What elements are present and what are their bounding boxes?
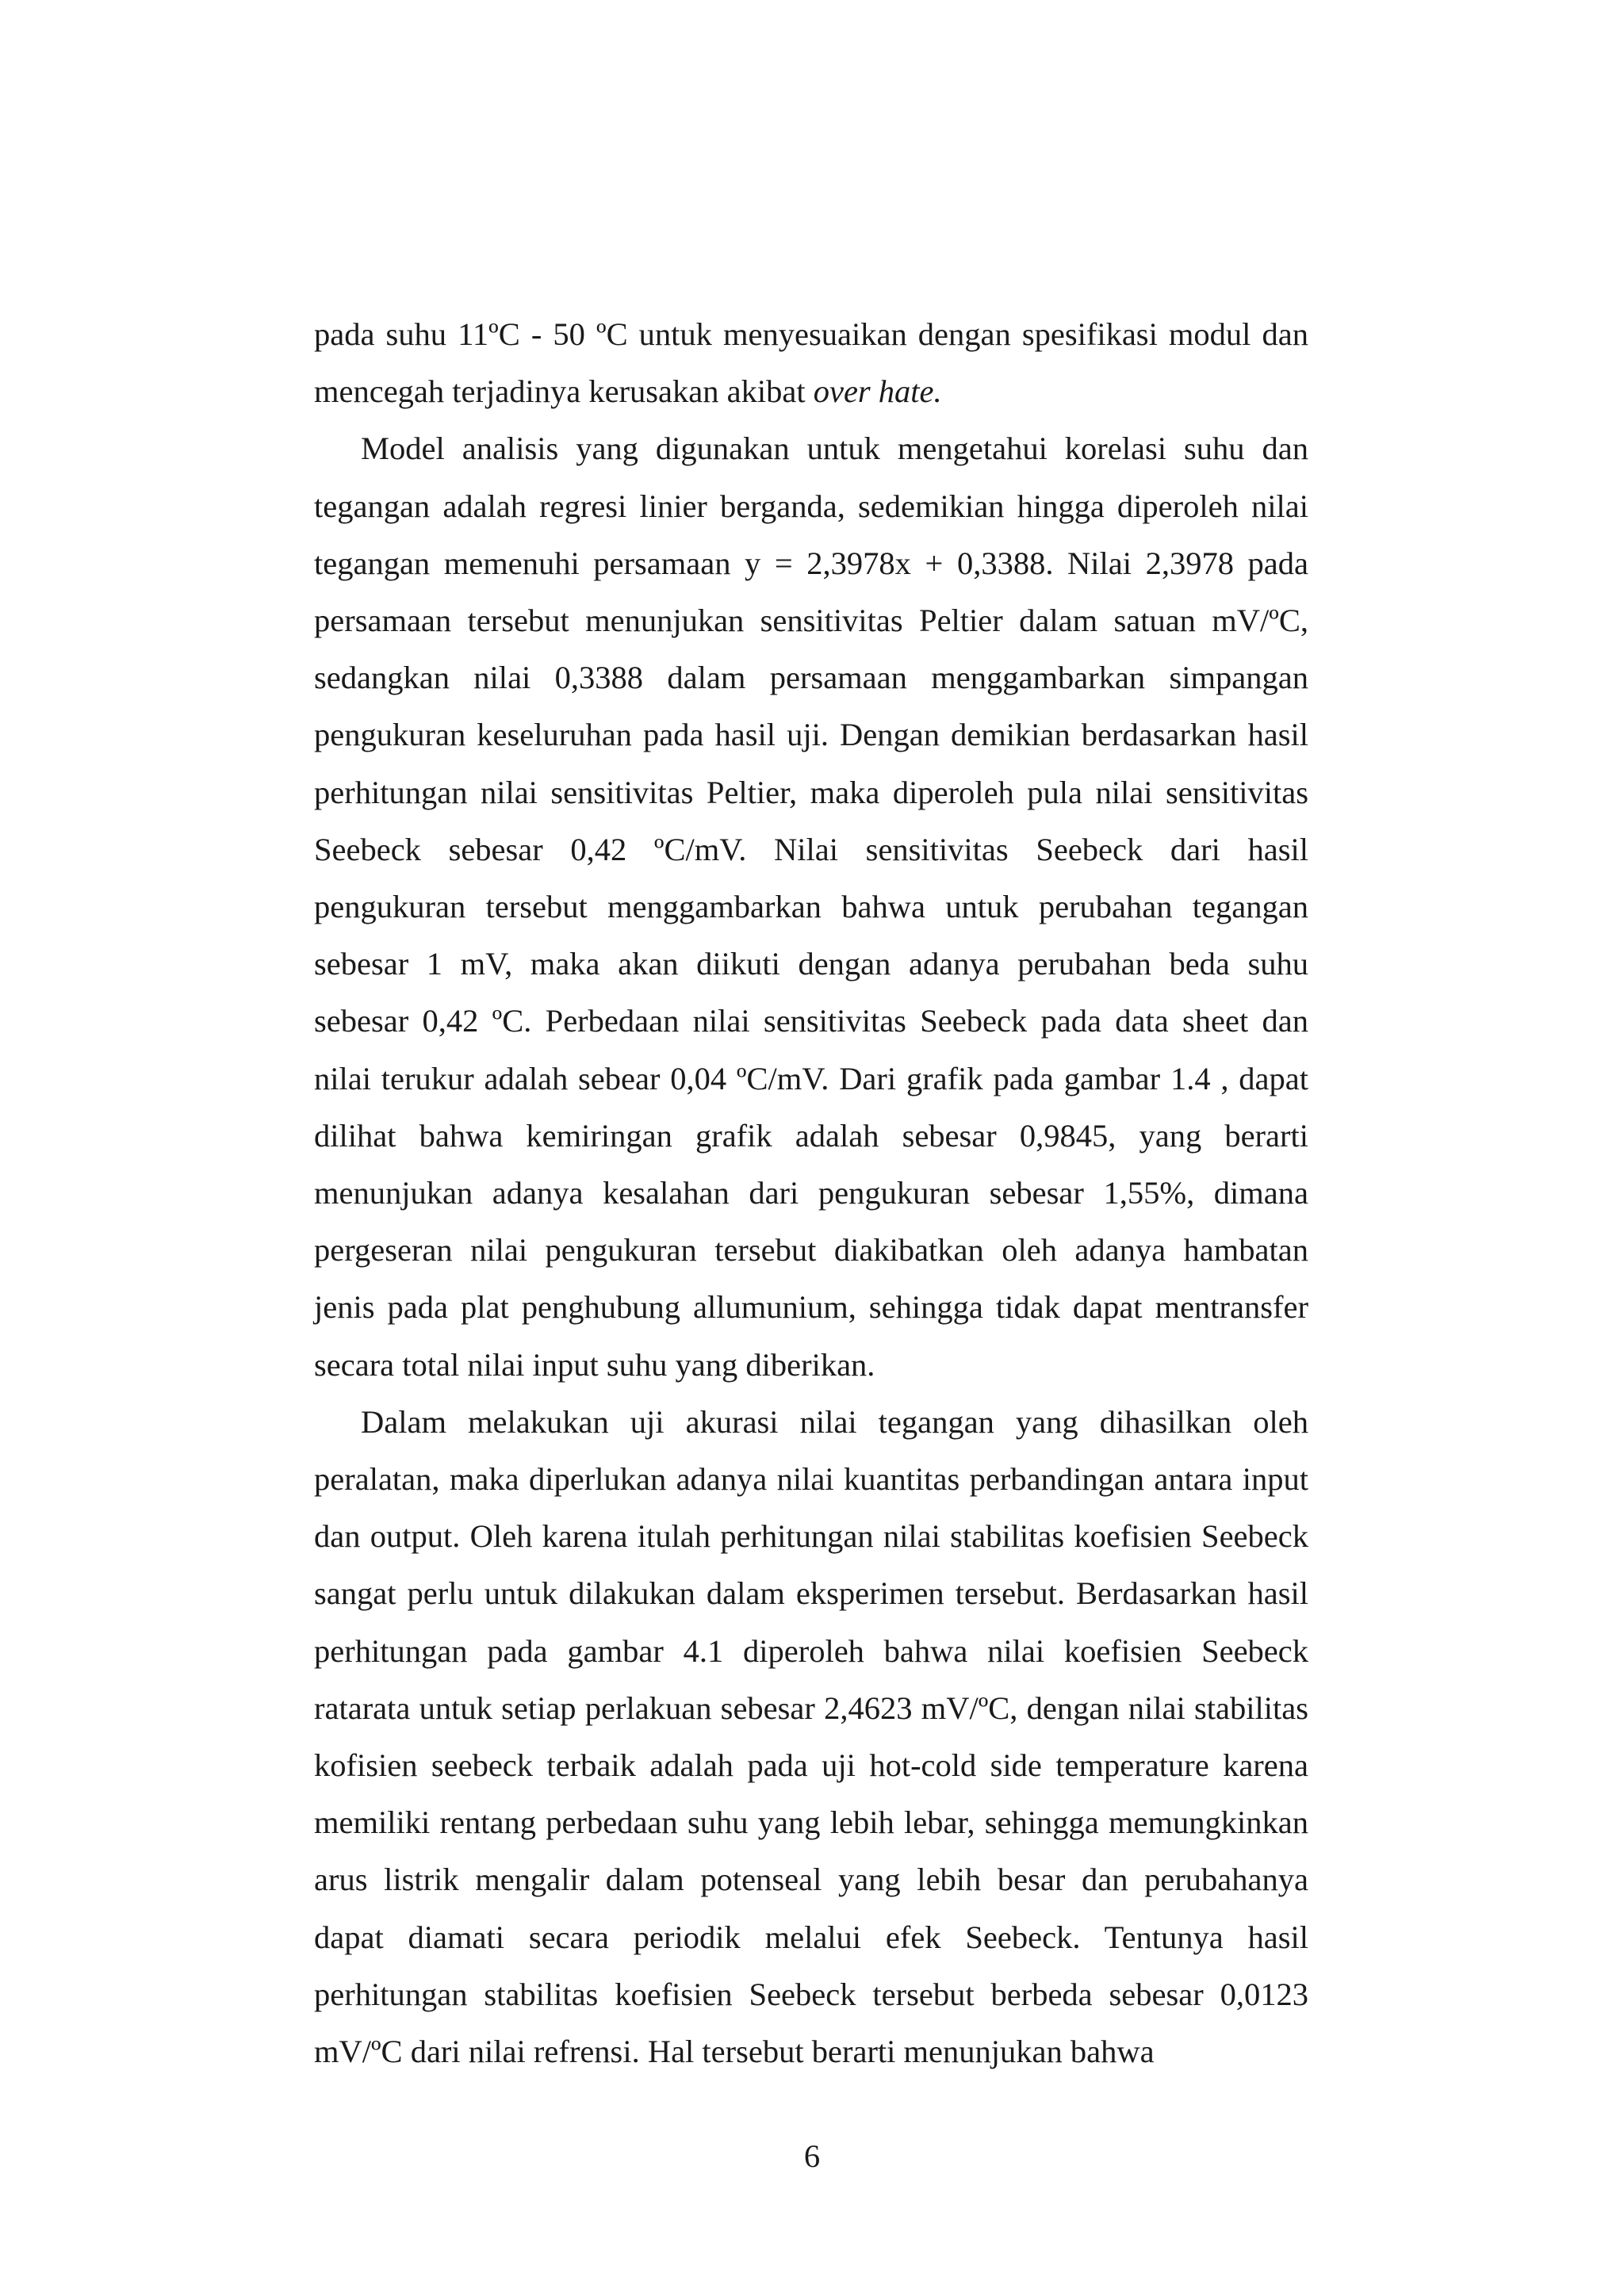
paragraph-1-text: pada suhu 11ºC - 50 ºC untuk menyesuaikan dengan spesifikasi modul dan mencegah terjadinya kerusakan akibat xyxy=(314,316,1308,410)
paragraph-2: Model analisis yang digunakan untuk mengetahui korelasi suhu dan tegangan adalah regresi linier berganda, sedemikian hingga diperoleh nilai tegangan memenuhi persamaan y = 2,3978x + 0,3388. Nilai 2,3978 pada persamaan tersebut menunjukan sensitivitas Peltier dalam satuan mV/ºC, sedangkan nilai 0,3388 dalam persamaan menggambarkan simpangan pengukuran keseluruhan pada hasil uji. Dengan demikian berdasarkan hasil perhitungan nilai sensitivitas Peltier, maka diperoleh pula nilai sensitivitas Seebeck sebesar 0,42 ºC/mV. Nilai sensitivitas Seebeck dari hasil pengukuran tersebut menggambarkan bahwa untuk perubahan tegangan sebesar 1 mV, maka akan diikuti dengan adanya perubahan beda suhu sebesar 0,42 ºC. Perbedaan nilai sensitivitas Seebeck pada data sheet dan nilai terukur adalah sebear 0,04 ºC/mV. Dari grafik pada gambar 1.4 , dapat dilihat bahwa kemiringan grafik adalah sebesar 0,9845, yang berarti menunjukan adanya kesalahan dari pengukuran sebesar 1,55%, dimana pergeseran nilai pengukuran tersebut diakibatkan oleh adanya hambatan jenis pada plat penghubung allumunium, sehingga tidak dapat mentransfer secara total nilai input suhu yang diberikan. xyxy=(314,430,1308,1383)
page-number: 6 xyxy=(803,2138,821,2174)
italic-term: over hate. xyxy=(813,373,942,410)
body-text xyxy=(314,306,1308,2080)
paragraph-continuation xyxy=(314,306,1308,420)
paragraph-3: Dalam melakukan uji akurasi nilai tegangan yang dihasilkan oleh peralatan, maka diperlukan adanya nilai kuantitas perbandingan antara input dan output. Oleh karena itulah perhitungan nilai stabilitas koefisien Seebeck sangat perlu untuk dilakukan dalam eksperimen tersebut. Berdasarkan hasil perhitungan pada gambar 4.1 diperoleh bahwa nilai koefisien Seebeck ratarata untuk setiap perlakuan sebesar 2,4623 mV/ºC, dengan nilai stabilitas kofisien seebeck terbaik adalah pada uji hot-cold side temperature karena memiliki rentang perbedaan suhu yang lebih lebar, sehingga memungkinkan arus listrik mengalir dalam potenseal yang lebih besar dan perubahanya dapat diamati secara periodik melalui efek Seebeck. Tentunya hasil perhitungan stabilitas koefisien Seebeck tersebut berbeda sebesar 0,0123 mV/ºC dari nilai refrensi. Hal tersebut berarti menunjukan bahwa xyxy=(314,1403,1308,2070)
